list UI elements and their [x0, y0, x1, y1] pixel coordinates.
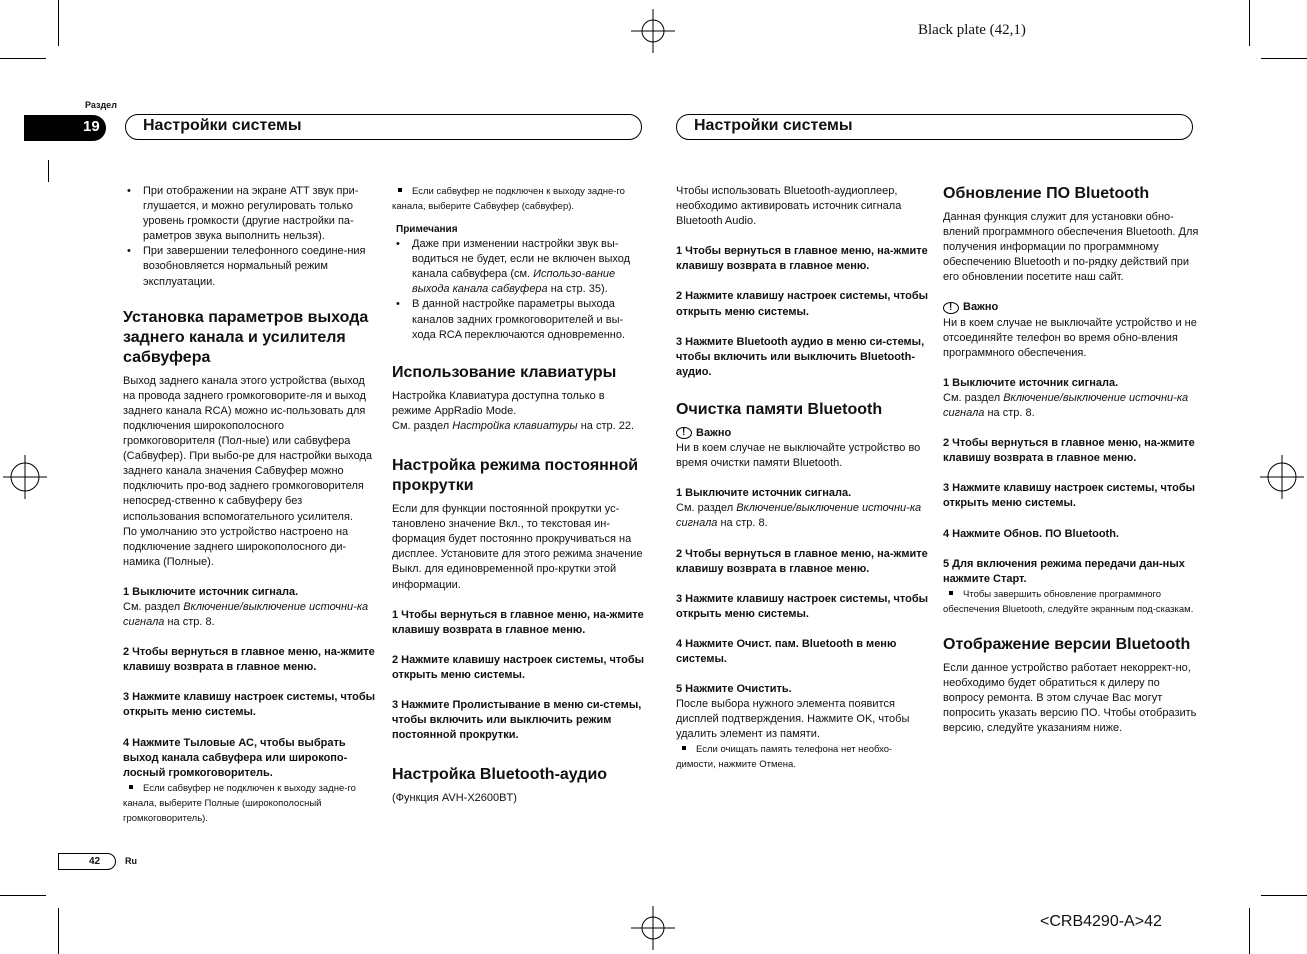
reference-link[interactable]: Включение/выключение источни-ка сигнала — [943, 391, 1189, 420]
step: 5 Нажмите Очистить. — [676, 683, 792, 696]
paragraph: Ни в коем случае не выключайте устройство во время очистки памяти Bluetooth. — [676, 442, 921, 470]
step: 2 Чтобы вернуться в главное меню, на-жмите клавишу возврата в главное меню. — [676, 547, 928, 575]
step: 1 Выключите источник сигнала. — [943, 376, 1119, 389]
step: 1 Выключите источник сигнала. — [123, 585, 299, 598]
page-number: 42 — [58, 853, 116, 870]
note: Если сабвуфер не подключен к выходу задне-го канала, выберите Полные (широкополосный громкоговоритель). — [123, 782, 356, 824]
section-heading: Обновление ПО Bluetooth — [943, 185, 1150, 202]
reference: См. раздел Включение/выключение источни-ка сигнала на стр. 8. — [123, 600, 369, 629]
paragraph: Данная функция служит для установки обно-влений программного обеспечения Bluetooth. Для получения информации по программному обеспечению Bluetooth и по-рядку действий при его обновлении посетите наш сайт. — [943, 211, 1199, 284]
step: 3 Нажмите Bluetooth аудио в меню си-стемы, чтобы включить или выключить Bluetooth-аудио. — [676, 335, 925, 378]
crop-mark — [1249, 0, 1250, 46]
section-heading: Очистка памяти Bluetooth — [676, 400, 883, 418]
paragraph: Если данное устройство работает некоррект-но, необходимо будет обратиться к дилеру по вопросу ремонта. В этом случае Вас могут попросить указать версию ПО. Чтобы отобразить версию, следуйте указаниям ниже. — [943, 661, 1197, 735]
step: 1 Выключите источник сигнала. — [676, 487, 852, 500]
crop-mark — [58, 908, 59, 954]
step: 4 Нажмите Обнов. ПО Bluetooth. — [943, 527, 1119, 540]
step: 3 Нажмите клавишу настроек системы, чтобы открыть меню системы. — [123, 691, 376, 719]
section-heading: Использование клавиатуры — [392, 363, 617, 381]
notes-title: Примечания — [396, 224, 458, 235]
paragraph: По умолчанию это устройство настроено на подключение заднего широкополосного ди-намика (Полные). — [123, 525, 349, 568]
warning-icon — [943, 302, 959, 314]
paragraph: Ни в коем случае не выключайте устройство и не отсоединяйте телефон во время обно-вления программного обеспечения. — [943, 316, 1197, 359]
language-label: Ru — [125, 856, 137, 866]
bullet-item: • Даже при изменении настройки звук вы-водиться не будет, если не включен выход канала сабвуфера (см. Использо-вание выхода канала сабвуфера на стр. 35). — [392, 237, 646, 297]
step: 2 Нажмите клавишу настроек системы, чтобы открыть меню системы. — [392, 653, 645, 681]
paragraph: После выбора нужного элемента появится дисплей подтверждения. Нажмите OK, чтобы удалить элемент из памяти. — [676, 698, 910, 741]
crop-mark — [1249, 908, 1250, 954]
reference-link[interactable]: Использо-вание выхода канала сабвуфера — [412, 268, 616, 296]
crop-mark — [48, 160, 49, 182]
section-heading: Установка параметров выхода заднего канала и усилителя сабвуфера — [123, 308, 369, 366]
plate-label: Black plate (42,1) — [918, 22, 1026, 38]
bullet-item: • При завершении телефонного соедине-ния возобновляется нормальный режим эксплуатации. — [123, 244, 378, 289]
step: 3 Нажмите клавишу настроек системы, чтобы открыть меню системы. — [676, 592, 929, 620]
section-heading: Отображение версии Bluetooth — [943, 635, 1191, 653]
step: 3 Нажмите клавишу настроек системы, чтобы открыть меню системы. — [943, 482, 1196, 510]
document-code: <CRB4290-A>42 — [1040, 913, 1162, 930]
reference: См. раздел Настройка клавиатуры на стр. 22. — [392, 419, 635, 432]
column-3 — [676, 184, 929, 772]
note: Если сабвуфер не подключен к выходу задне-го канала, выберите Сабвуфер (сабвуфер). — [392, 186, 625, 212]
step: 1 Чтобы вернуться в главное меню, на-жмите клавишу возврата в главное меню. — [676, 245, 928, 273]
crop-mark — [58, 0, 59, 46]
reference-link[interactable]: Настройка клавиатуры — [452, 419, 578, 432]
step: 4 Нажмите Тыловые АС, чтобы выбрать выход канала сабвуфера или широкопо-лосный громкоговоритель. — [123, 736, 348, 779]
column-1 — [123, 184, 378, 826]
step: 1 Чтобы вернуться в главное меню, на-жмите клавишу возврата в главное меню. — [392, 608, 644, 636]
step: 4 Нажмите Очист. пам. Bluetooth в меню системы. — [676, 637, 897, 665]
reference: См. раздел Включение/выключение источни-ка сигнала на стр. 8. — [676, 502, 922, 530]
warning-icon — [676, 427, 692, 439]
paragraph: Выход заднего канала этого устройства (выход на провода заднего громкоговорите-ля и выход заднего канала RCA) можно ис-пользовать для подключения широкополосного громкоговорителя (Пол-ные) или сабвуфера (Сабвуфер). При выбо-ре для настройки выхода заднего канала значения Сабвуфер можно подключить про-вод заднего громкоговорителя непосред-ственно к сабвуферу без использования вспомогательного усилителя. — [123, 374, 373, 523]
registration-mark-icon — [631, 906, 675, 950]
step: 5 Для включения режима передачи дан-ных нажмите Старт. — [943, 557, 1185, 585]
registration-mark-icon — [1260, 455, 1304, 499]
paragraph: Настройка Клавиатура доступна только в режиме AppRadio Mode. — [392, 389, 605, 417]
section-heading: Настройка режима постоянной прокрутки — [392, 457, 639, 495]
crop-mark — [1261, 58, 1307, 59]
step: 2 Чтобы вернуться в главное меню, на-жмите клавишу возврата в главное меню. — [943, 437, 1195, 465]
step: 2 Чтобы вернуться в главное меню, на-жмите клавишу возврата в главное меню. — [123, 646, 375, 674]
bullet-item: • В данной настройке параметры выхода каналов задних громкоговорителей и вы-хода RCA переключаются одновременно. — [392, 297, 646, 342]
column-2 — [392, 184, 646, 806]
paragraph: Если для функции постоянной прокрутки ус-тановлено значение Вкл., то текстовая ин-формация будет постоянно прокручиваться на дисплее. Установите для этого режима значение Выкл. для единовременной про-крутки этой информации. — [392, 503, 643, 591]
paragraph: Чтобы использовать Bluetooth-аудиоплеер, необходимо активировать источник сигнала Bluetooth Audio. — [676, 185, 902, 228]
section-label: Раздел — [85, 100, 117, 110]
reference-link[interactable]: Включение/выключение источни-ка сигнала — [123, 600, 369, 629]
note: Если очищать память телефона нет необхо-димости, нажмите Отмена. — [676, 744, 893, 771]
crop-mark — [0, 895, 46, 896]
reference: См. раздел Включение/выключение источни-ка сигнала на стр. 8. — [943, 391, 1189, 420]
registration-mark-icon — [631, 9, 675, 53]
crop-mark — [0, 58, 46, 59]
crop-mark — [1261, 895, 1307, 896]
important-label: ! Важно — [676, 426, 929, 441]
step: 2 Нажмите клавишу настроек системы, чтобы открыть меню системы. — [676, 290, 929, 318]
reference-link[interactable]: Включение/выключение источни-ка сигнала — [676, 502, 922, 530]
important-label: ! Важно — [943, 300, 1199, 315]
page-title-left: Настройки системы — [125, 114, 642, 140]
step: 3 Нажмите Пролистывание в меню си-стемы, чтобы включить или выключить режим постоянной прокрутки. — [392, 698, 642, 742]
section-heading: Настройка Bluetooth-аудио — [392, 766, 608, 784]
section-number-tab: 19 — [24, 115, 106, 141]
note: Чтобы завершить обновление программного обеспечения Bluetooth, следуйте экранным под-сказкам. — [943, 588, 1194, 615]
page-title-right: Настройки системы — [676, 114, 1193, 140]
bullet-item: • При отображении на экране ATT звук при-глушается, и можно регулировать только уровень громкости (другие настройки па-раметров звука выполнить нельзя). — [123, 184, 378, 244]
function-note: (Функция AVH-X2600BT) — [392, 792, 517, 805]
registration-mark-icon — [3, 455, 47, 499]
column-4 — [943, 184, 1199, 736]
